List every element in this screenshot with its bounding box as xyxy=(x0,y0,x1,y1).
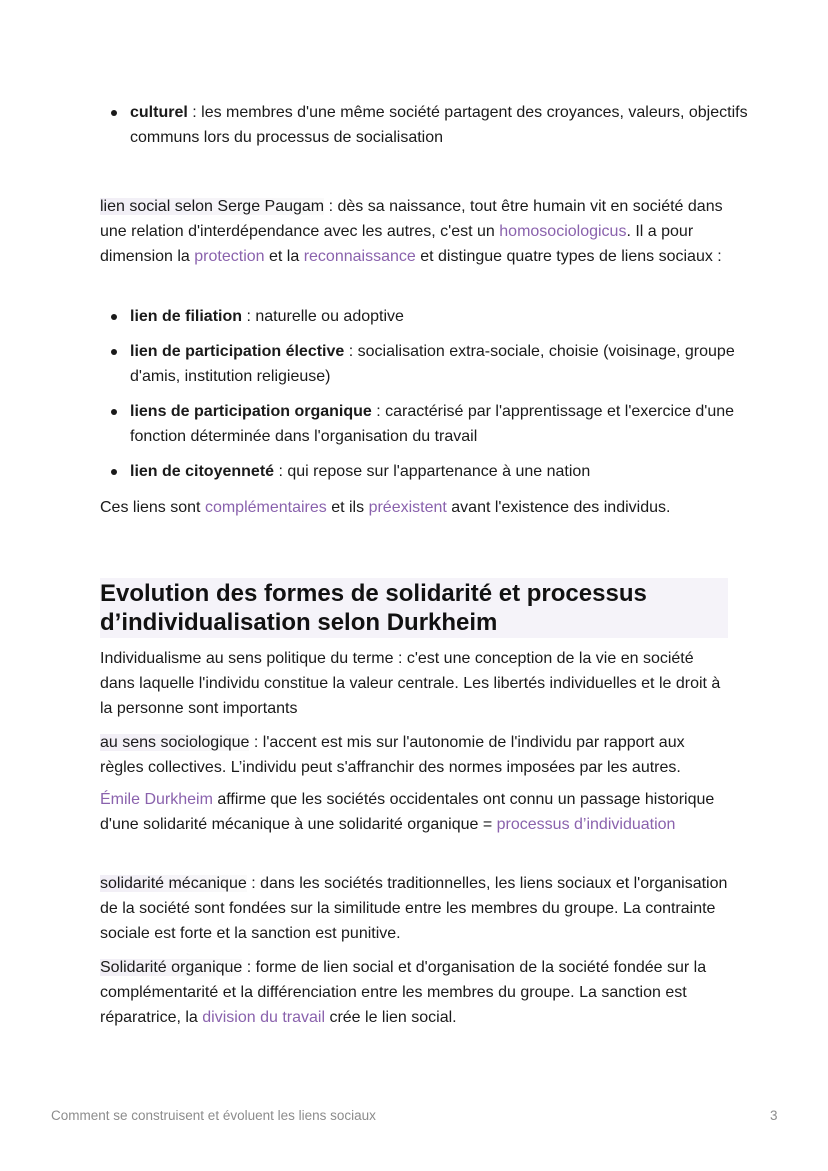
text: avant l'existence des individus. xyxy=(446,499,671,516)
text: : dans les sociétés traditionnelles, les liens sociaux et l'organisation de la société sont fondées sur la similitude entre les membres du groupe. La contrainte sociale est forte et la sanction est punitive. xyxy=(100,875,728,942)
conclusion-paragraph xyxy=(100,495,730,520)
list-item xyxy=(130,399,760,449)
mecanique-term: solidarité mécanique xyxy=(100,875,247,892)
paugam-term: lien social selon Serge Paugam xyxy=(100,198,325,215)
term: lien de filiation xyxy=(130,308,243,325)
paugam-text: et la xyxy=(264,248,304,265)
section-heading: Evolution des formes de solidarité et processus d’individualisation selon Durkheim xyxy=(100,578,728,638)
list-item xyxy=(130,339,760,389)
culturel-list xyxy=(100,100,760,150)
link-preexistent[interactable]: préexistent xyxy=(368,499,447,516)
paugam-text: . Il a pour dimension la xyxy=(100,223,694,265)
mecanique-paragraph xyxy=(100,871,730,946)
individualisme-paragraph: Individualisme au sens politique du terme : c'est une conception de la vie en société dans laquelle l'individu constitue la valeur centrale. Les libertés individuelles et le droit à la personne sont importants xyxy=(100,650,721,717)
item-text: : naturelle ou adoptive xyxy=(242,308,404,325)
link-division-du-travail[interactable]: division du travail xyxy=(202,1009,325,1026)
organique-paragraph xyxy=(100,955,730,1030)
link-reconnaissance[interactable]: reconnaissance xyxy=(303,248,416,265)
list-item xyxy=(130,304,760,329)
liens-list xyxy=(100,304,760,484)
link-durkheim[interactable]: Émile Durkheim xyxy=(100,791,213,808)
item-text: : caractérisé par l'apprentissage et l'exercice d'une fonction déterminée dans l'organisation du travail xyxy=(130,403,735,445)
item-text: : socialisation extra-sociale, choisie (voisinage, groupe d'amis, institution religieuse) xyxy=(130,343,735,385)
term: lien de citoyenneté xyxy=(130,463,275,480)
socio-paragraph xyxy=(100,730,730,780)
list-item xyxy=(130,459,760,484)
text: et ils xyxy=(326,499,369,516)
text: Ces liens sont xyxy=(100,499,205,516)
text: affirme que les sociétés occidentales ont connu un passage historique d'une solidarité mécanique à une solidarité organique = xyxy=(100,791,715,833)
term: liens de participation organique xyxy=(130,403,372,420)
paugam-text: et distingue quatre types de liens sociaux : xyxy=(415,248,722,265)
organique-term: Solidarité organique xyxy=(100,959,243,976)
link-protection[interactable]: protection xyxy=(194,248,265,265)
socio-term: au sens sociologique xyxy=(100,734,250,751)
text: crée le lien social. xyxy=(325,1009,457,1026)
link-homosociologicus[interactable]: homosociologicus xyxy=(499,223,627,240)
text: : forme de lien social et d'organisation de la société fondée sur la complémentarité et la différenciation entre les membres du groupe. La sanction est réparatrice, la xyxy=(100,959,707,1026)
paugam-text: : dès sa naissance, tout être humain vit en société dans une relation d'interdépendance avec les autres, c'est un xyxy=(100,198,723,240)
item-text: : qui repose sur l'appartenance à une nation xyxy=(274,463,591,480)
term: lien de participation élective xyxy=(130,343,345,360)
link-processus-individuation[interactable]: processus d’individuation xyxy=(496,816,676,833)
term-culturel: culturel xyxy=(130,104,188,121)
item-text: : les membres d'une même société partagent des croyances, valeurs, objectifs communs lors du processus de socialisation xyxy=(130,104,748,146)
paugam-paragraph xyxy=(100,194,730,269)
list-item xyxy=(130,100,760,150)
durkheim-paragraph xyxy=(100,787,730,837)
link-complementaires[interactable]: complémentaires xyxy=(204,499,327,516)
footer-title: Comment se construisent et évoluent les liens sociaux xyxy=(51,1108,376,1123)
page-number: 3 xyxy=(770,1108,778,1123)
text: : l'accent est mis sur l'autonomie de l'individu par rapport aux règles collectives. L’individu peut s'affranchir des normes imposées par les autres. xyxy=(100,734,685,776)
